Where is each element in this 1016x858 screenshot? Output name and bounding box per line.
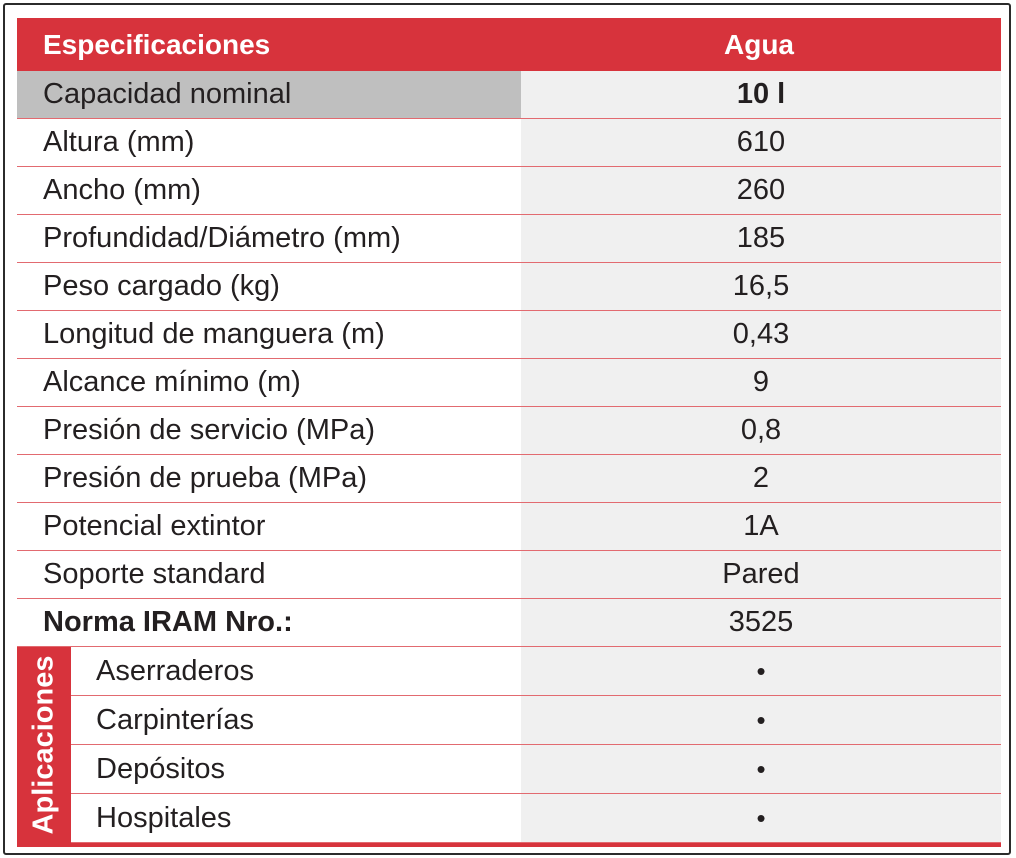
applications-tab: [17, 647, 71, 843]
spec-value: 2: [521, 455, 1001, 502]
table-row: [17, 455, 1001, 503]
bottom-accent-bar: [17, 843, 1001, 847]
application-label: Carpinterías: [71, 696, 521, 744]
spec-value: Pared: [521, 551, 1001, 598]
spec-label: Longitud de manguera (m): [17, 311, 521, 358]
list-item: [71, 794, 1001, 843]
spec-value: 185: [521, 215, 1001, 262]
application-mark: •: [521, 745, 1001, 793]
applications-list: [71, 647, 1001, 843]
application-label: Depósitos: [71, 745, 521, 793]
header-specifications: Especificaciones: [43, 28, 271, 60]
spec-value: 1A: [521, 503, 1001, 550]
spec-value: 610: [521, 119, 1001, 166]
spec-label: Ancho (mm): [17, 167, 521, 214]
list-item: [71, 696, 1001, 745]
list-item: [71, 745, 1001, 794]
application-mark: •: [521, 647, 1001, 695]
spec-value: 0,8: [521, 407, 1001, 454]
spec-table: [17, 18, 1001, 847]
spec-sheet-frame: [3, 3, 1011, 855]
spec-value: 9: [521, 359, 1001, 406]
spec-value: 260: [521, 167, 1001, 214]
list-item: [71, 647, 1001, 696]
application-mark: •: [521, 794, 1001, 842]
spec-label: Profundidad/Diámetro (mm): [17, 215, 521, 262]
applications-section: [17, 647, 1001, 843]
spec-value: 3525: [521, 599, 1001, 646]
table-row: [17, 119, 1001, 167]
spec-value: 0,43: [521, 311, 1001, 358]
table-row: [17, 167, 1001, 215]
table-header: [17, 18, 1001, 71]
spec-value: 10 l: [521, 71, 1001, 118]
applications-title: Aplicaciones: [27, 655, 60, 835]
spec-label: Soporte standard: [17, 551, 521, 598]
table-row: [17, 263, 1001, 311]
spec-value: 16,5: [521, 263, 1001, 310]
spec-label: Peso cargado (kg): [17, 263, 521, 310]
table-row: [17, 599, 1001, 647]
spec-label: Presión de prueba (MPa): [17, 455, 521, 502]
spec-label: Norma IRAM Nro.:: [17, 599, 521, 646]
header-agent-type: Agua: [724, 28, 794, 60]
spec-label: Alcance mínimo (m): [17, 359, 521, 406]
table-row: [17, 215, 1001, 263]
application-mark: •: [521, 696, 1001, 744]
table-row: [17, 71, 1001, 119]
table-row: [17, 551, 1001, 599]
spec-label: Potencial extintor: [17, 503, 521, 550]
application-label: Aserraderos: [71, 647, 521, 695]
application-label: Hospitales: [71, 794, 521, 842]
table-row: [17, 311, 1001, 359]
spec-label: Presión de servicio (MPa): [17, 407, 521, 454]
table-row: [17, 503, 1001, 551]
spec-label: Capacidad nominal: [17, 71, 521, 118]
spec-label: Altura (mm): [17, 119, 521, 166]
table-row: [17, 359, 1001, 407]
table-row: [17, 407, 1001, 455]
